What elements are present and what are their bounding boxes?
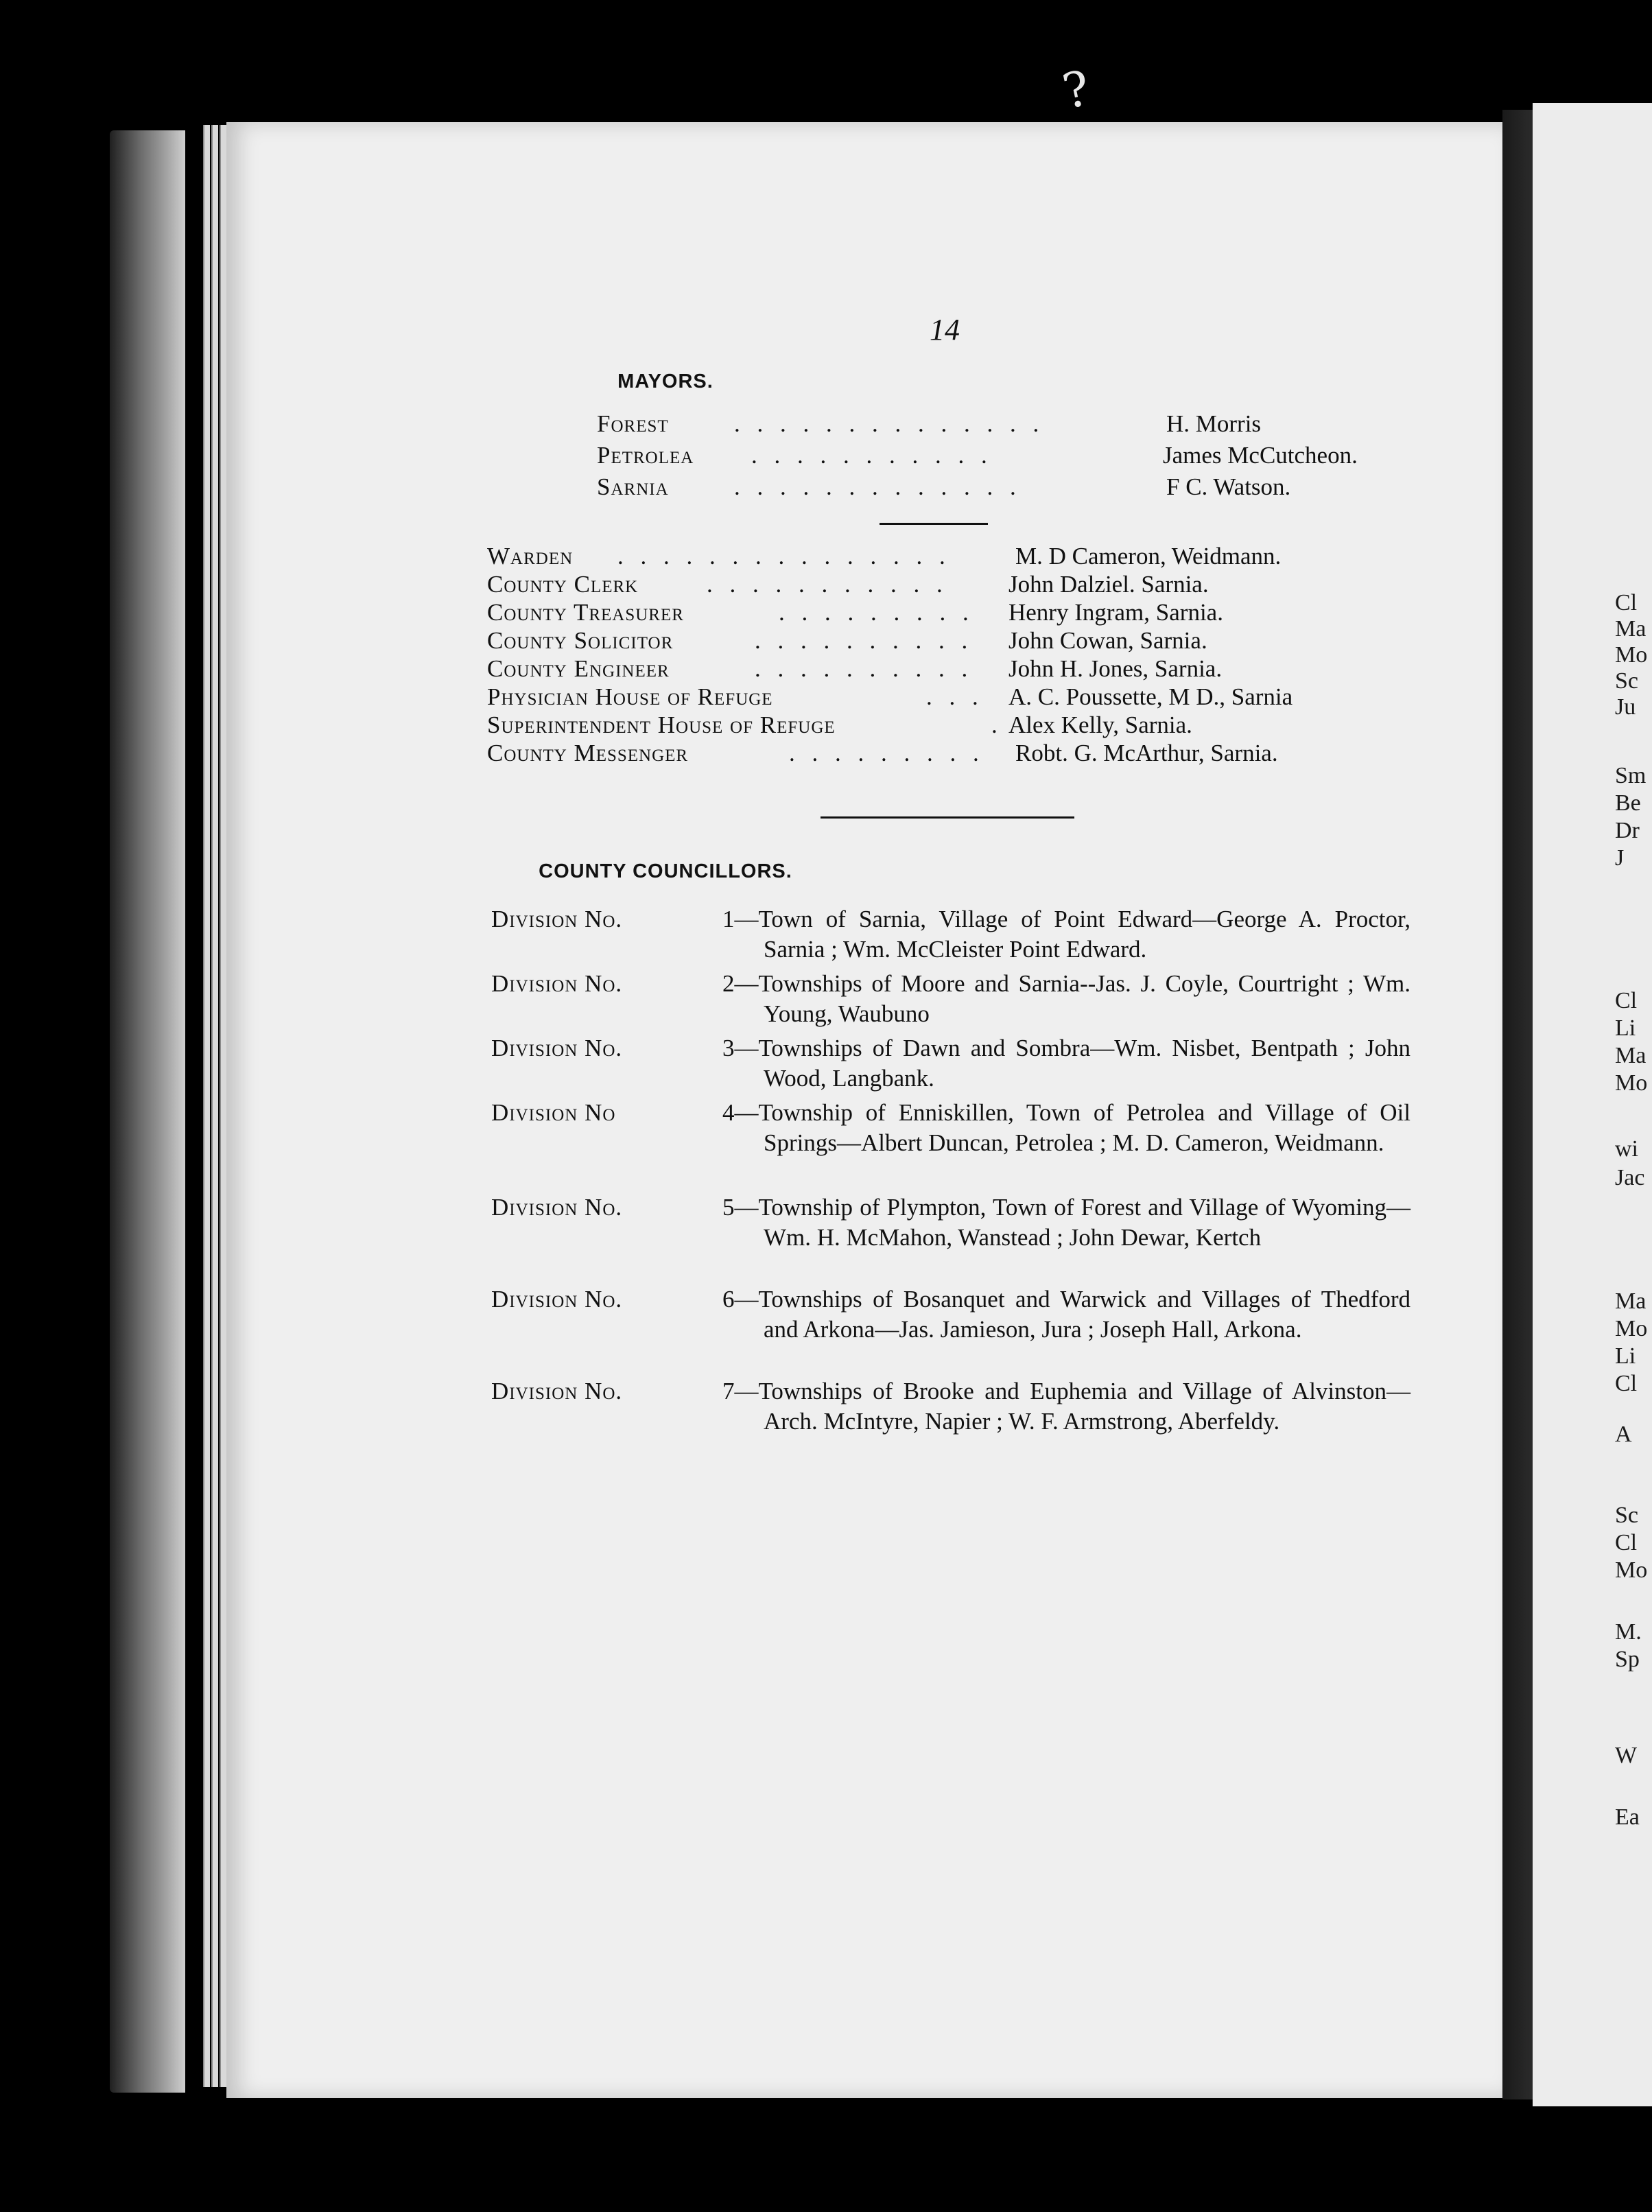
left-page [226, 122, 1502, 2098]
official-name: M. D Cameron, Weidmann. [1015, 543, 1282, 569]
official-title: Superintendent House of Refuge [487, 711, 836, 738]
right-page-fragment: Sc [1615, 668, 1638, 694]
page-edge [211, 125, 218, 2087]
leader-dots: . . . . . . . . . . . . . . . [617, 543, 951, 569]
official-title: Warden [487, 543, 574, 569]
right-page-fragment: Be [1615, 790, 1641, 816]
leader-dots: . . . . . . . . . [789, 740, 984, 766]
official-title: County Clerk [487, 571, 639, 598]
official-name: John Cowan, Sarnia. [1008, 627, 1207, 654]
division-label: Division No. [491, 1194, 623, 1221]
right-page-fragment: A [1615, 1422, 1632, 1447]
division-entry [491, 904, 1411, 965]
division-text: 1—Town of Sarnia, Village of Point Edward—George A. Proctor, Sarnia ; Wm. McCleister Point Edward. [722, 906, 1411, 963]
official-name: John Dalziel. Sarnia. [1008, 571, 1209, 598]
councillors-heading: COUNTY COUNCILLORS. [539, 860, 792, 882]
right-page-fragment: J [1615, 845, 1625, 871]
division-text: 5—Township of Plympton, Town of Forest and Village of Wyoming—Wm. H. McMahon, Wanstead ; John Dewar, Kertch [722, 1194, 1411, 1251]
division-label: Division No. [491, 1378, 623, 1404]
division-text: 2—Townships of Moore and Sarnia--Jas. J. Coyle, Courtright ; Wm. Young, Waubuno [722, 970, 1411, 1027]
right-page-fragment: Li [1615, 1343, 1636, 1369]
leader-dots: . . . [926, 683, 984, 710]
division-entry [491, 1284, 1411, 1345]
right-page-fragment: Sm [1615, 763, 1647, 788]
right-page-fragment: Mo [1615, 1557, 1648, 1583]
right-page [1533, 103, 1652, 2106]
mayor-town: Sarnia [597, 473, 669, 500]
official-title: County Solicitor [487, 627, 674, 654]
division-entry [491, 1192, 1411, 1253]
book-gutter [1502, 110, 1533, 2099]
right-page-fragment: Sp [1615, 1647, 1640, 1672]
division-text: 7—Townships of Brooke and Euphemia and Village of Alvinston—Arch. McIntyre, Napier ; W. F. Armstrong, Aberfeldy. [722, 1378, 1411, 1435]
section-rule [880, 523, 988, 525]
division-entry [491, 969, 1411, 1029]
division-entry [491, 1098, 1411, 1158]
page-edge [220, 125, 226, 2087]
page-edge [203, 125, 210, 2087]
leader-dots: . . . . . . . . . . . [707, 571, 948, 598]
division-label: Division No. [491, 906, 623, 932]
division-text: 6—Townships of Bosanquet and Warwick and Villages of Thedford and Arkona—Jas. Jamieson, Jura ; Joseph Hall, Arkona. [722, 1286, 1411, 1343]
official-title: County Treasurer [487, 599, 684, 626]
right-page-fragment: Dr [1615, 818, 1640, 843]
corner-mark: ? [1057, 59, 1095, 121]
right-page-fragment: Mo [1615, 642, 1648, 668]
leader-dots: . . . . . . . . . . . . . [734, 473, 1022, 500]
right-page-fragment: W [1615, 1743, 1638, 1768]
section-rule [821, 816, 1074, 819]
division-entry [491, 1033, 1411, 1094]
right-page-fragment: wi [1615, 1136, 1638, 1162]
official-name: Henry Ingram, Sarnia. [1008, 599, 1223, 626]
right-page-fragment: Cl [1615, 988, 1638, 1013]
leader-dots: . . . . . . . . . . . [751, 442, 993, 469]
right-page-fragment: Sc [1615, 1503, 1638, 1528]
right-page-fragment: Cl [1615, 1530, 1638, 1555]
official-name: John H. Jones, Sarnia. [1008, 655, 1223, 682]
official-title: County Messenger [487, 740, 689, 766]
mayor-name: F C. Watson. [1166, 473, 1291, 500]
right-page-fragment: Ea [1615, 1804, 1640, 1830]
mayor-name: H. Morris [1166, 410, 1262, 437]
right-page-fragment: Ju [1615, 694, 1636, 720]
division-text: 3—Townships of Dawn and Sombra—Wm. Nisbet, Bentpath ; John Wood, Langbank. [722, 1035, 1411, 1092]
official-name: Alex Kelly, Sarnia. [1008, 711, 1192, 738]
leader-dots: . . . . . . . . . [779, 599, 974, 626]
right-page-fragment: Ma [1615, 616, 1647, 642]
leader-dots: . . . . . . . . . . [755, 627, 974, 654]
division-label: Division No. [491, 1286, 623, 1313]
right-page-fragment: Cl [1615, 1371, 1638, 1396]
book-spine [110, 130, 185, 2093]
official-name: Robt. G. McArthur, Sarnia. [1015, 740, 1278, 766]
division-entry [491, 1376, 1411, 1437]
right-page-fragment: Li [1615, 1015, 1636, 1041]
mayors-heading: MAYORS. [617, 370, 713, 392]
leader-dots: . . . . . . . . . . [755, 655, 974, 682]
official-title: Physician House of Refuge [487, 683, 773, 710]
official-name: A. C. Poussette, M D., Sarnia [1008, 683, 1293, 710]
right-page-fragment: Mo [1615, 1070, 1648, 1096]
right-page-fragment: Mo [1615, 1316, 1648, 1341]
mayor-name: James McCutcheon. [1163, 442, 1358, 469]
mayor-town: Petrolea [597, 442, 694, 469]
official-title: County Engineer [487, 655, 670, 682]
leader-dots: . [991, 711, 1003, 738]
right-page-fragment: Ma [1615, 1289, 1647, 1314]
mayor-town: Forest [597, 410, 669, 437]
right-page-fragment: Cl [1615, 590, 1638, 615]
division-label: Division No. [491, 970, 623, 997]
right-page-fragment: Jac [1615, 1165, 1645, 1190]
division-text: 4—Township of Enniskillen, Town of Petrolea and Village of Oil Springs—Albert Duncan, Petrolea ; M. D. Cameron, Weidmann. [722, 1099, 1411, 1156]
division-label: Division No. [491, 1035, 623, 1061]
division-label: Division No [491, 1099, 616, 1126]
right-page-fragment: M. [1615, 1619, 1642, 1645]
page-number: 14 [930, 313, 960, 346]
leader-dots: . . . . . . . . . . . . . . [734, 410, 1045, 437]
right-page-fragment: Ma [1615, 1043, 1647, 1068]
